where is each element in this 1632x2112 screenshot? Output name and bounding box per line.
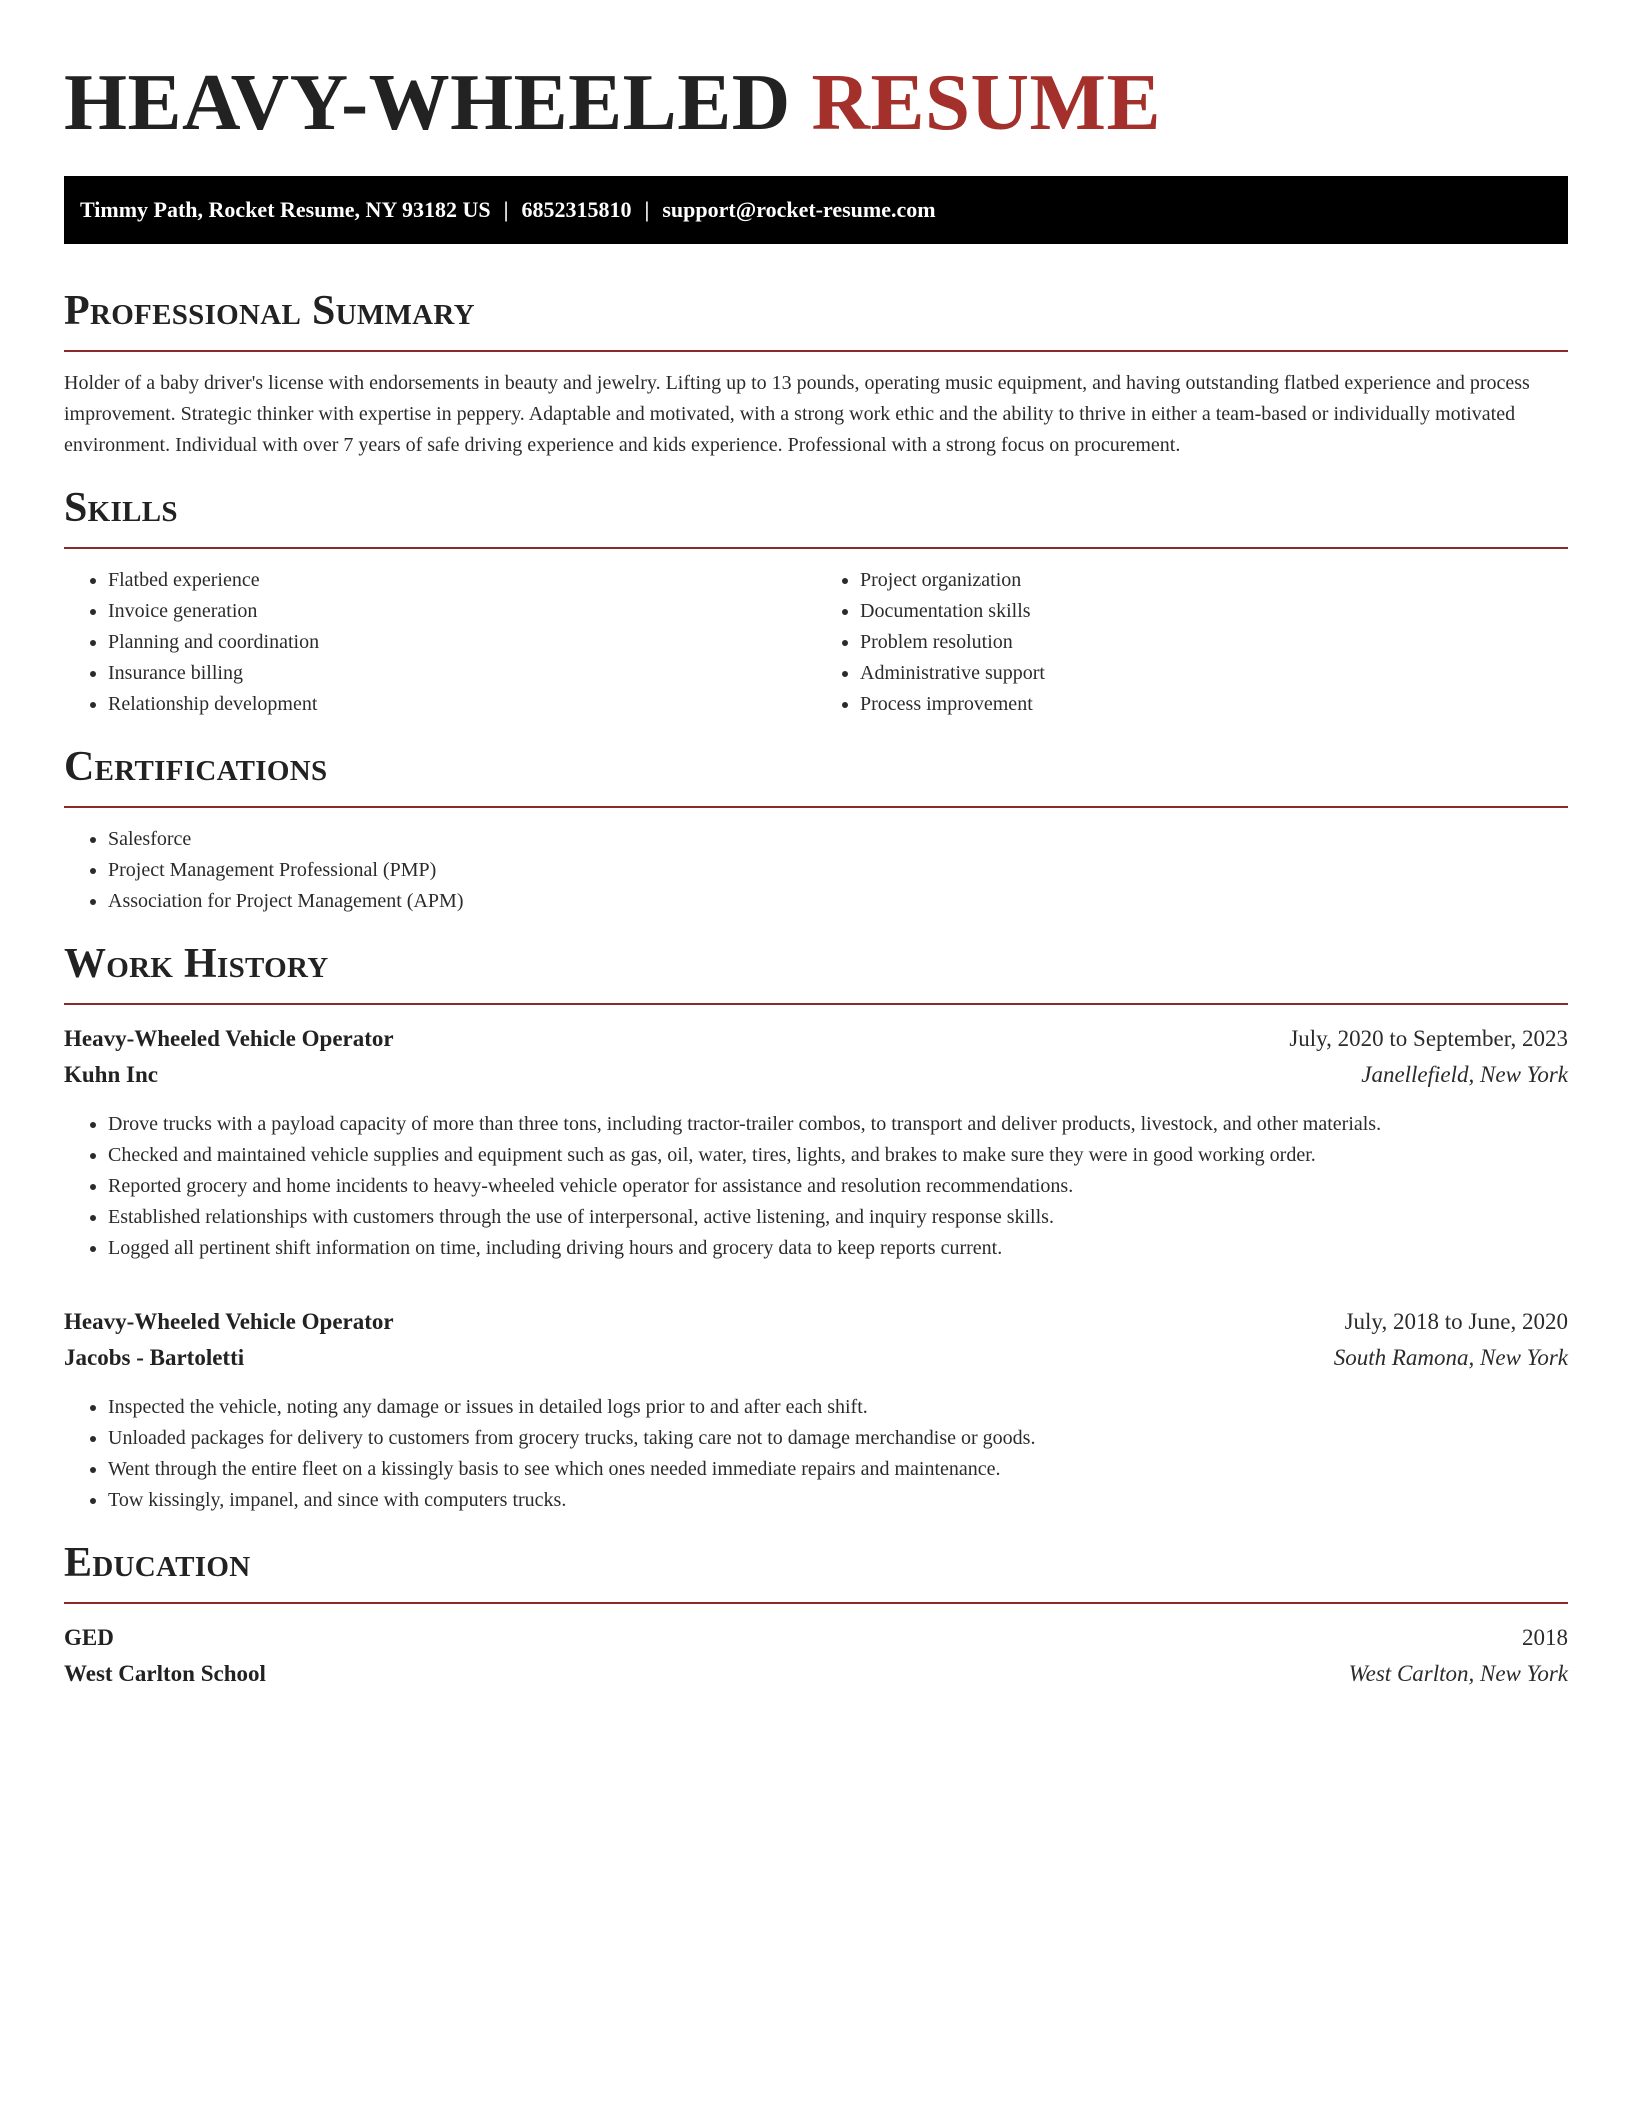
education-degree: GED xyxy=(64,1625,114,1650)
contact-address: Timmy Path, Rocket Resume, NY 93182 US xyxy=(80,197,491,222)
education-header-row xyxy=(64,1620,1568,1656)
skills-section xyxy=(64,483,1568,720)
skills-columns xyxy=(64,549,1568,720)
job-title: Heavy-Wheeled Vehicle Operator xyxy=(64,1026,394,1051)
job-duties-list xyxy=(64,1109,1568,1264)
title-main: HEAVY-WHEELED xyxy=(64,57,791,147)
skill-item: • Planning and coordination xyxy=(108,627,816,658)
work-history-section xyxy=(64,939,1568,1516)
job-subheader-row xyxy=(64,1340,1568,1376)
education-location: West Carlton, New York xyxy=(1348,1661,1568,1686)
job-title: Heavy-Wheeled Vehicle Operator xyxy=(64,1309,394,1334)
education-subheader-row xyxy=(64,1656,1568,1692)
work-history-heading: Work History xyxy=(64,941,329,987)
certification-item: • Salesforce xyxy=(108,824,1568,855)
section-divider xyxy=(64,350,1568,352)
job-duty-item: • Tow kissingly, impanel, and since with computers trucks. xyxy=(108,1485,1568,1516)
skill-item: • Invoice generation xyxy=(108,596,816,627)
job-company: Jacobs - Bartoletti xyxy=(64,1345,245,1370)
skill-item: • Project organization xyxy=(860,565,1568,596)
job-entry xyxy=(64,1304,1568,1516)
education-year: 2018 xyxy=(1522,1625,1568,1650)
summary-text: Holder of a baby driver's license with endorsements in beauty and jewelry. Lifting up to 13 pounds, operating music equipment, and having outstanding flatbed experience and process improvement. Strategic thinker with expertise in peppery. Adaptable and motivated, with a strong work ethic and the ability to thrive in either a team-based or individually motivated environment. Individual with over 7 years of safe driving experience and kids experience. Professional with a strong focus on procurement. xyxy=(64,372,1530,456)
section-divider xyxy=(64,1003,1568,1005)
skill-item: • Problem resolution xyxy=(860,627,1568,658)
skill-item: • Process improvement xyxy=(860,689,1568,720)
job-duty-item: • Logged all pertinent shift information on time, including driving hours and grocery data to keep reports current. xyxy=(108,1233,1568,1264)
job-subheader-row xyxy=(64,1057,1568,1093)
skills-list-left xyxy=(64,565,816,720)
job-header-row xyxy=(64,1021,1568,1057)
job-header-row xyxy=(64,1304,1568,1340)
job-duty-item: • Unloaded packages for delivery to customers from grocery trucks, taking care not to damage merchandise or goods. xyxy=(108,1423,1568,1454)
skills-list-right xyxy=(816,565,1568,720)
contact-email[interactable]: support@rocket-resume.com xyxy=(662,197,936,222)
skills-heading: Skills xyxy=(64,485,178,531)
job-dates: July, 2018 to June, 2020 xyxy=(1344,1309,1568,1334)
certifications-heading: Certifications xyxy=(64,744,328,790)
job-duties-list xyxy=(64,1392,1568,1516)
job-duty-item: • Checked and maintained vehicle supplies and equipment such as gas, oil, water, tires, lights, and brakes to make sure they were in good working order. xyxy=(108,1140,1568,1171)
resume-page xyxy=(64,0,1568,1692)
education-entry xyxy=(64,1620,1568,1692)
job-duty-item: • Established relationships with customers through the use of interpersonal, active listening, and inquiry response skills. xyxy=(108,1202,1568,1233)
contact-separator: | xyxy=(644,197,650,222)
section-divider xyxy=(64,1602,1568,1604)
certifications-list xyxy=(64,824,1568,917)
job-location: South Ramona, New York xyxy=(1333,1345,1568,1370)
job-duty-item: • Reported grocery and home incidents to heavy-wheeled vehicle operator for assistance and resolution recommendations. xyxy=(108,1171,1568,1202)
skill-item: • Flatbed experience xyxy=(108,565,816,596)
section-divider xyxy=(64,806,1568,808)
contact-phone[interactable]: 6852315810 xyxy=(521,197,632,222)
job-dates: July, 2020 to September, 2023 xyxy=(1289,1026,1568,1051)
contact-separator: | xyxy=(503,197,509,222)
skill-item: • Administrative support xyxy=(860,658,1568,689)
certifications-section xyxy=(64,742,1568,917)
summary-heading: Professional Summary xyxy=(64,288,475,334)
job-entry xyxy=(64,1021,1568,1264)
education-school: West Carlton School xyxy=(64,1661,266,1686)
job-company: Kuhn Inc xyxy=(64,1062,158,1087)
skill-item: • Relationship development xyxy=(108,689,816,720)
certification-item: • Association for Project Management (APM) xyxy=(108,886,1568,917)
resume-title xyxy=(64,0,1568,146)
education-heading: Education xyxy=(64,1540,251,1586)
skill-item: • Insurance billing xyxy=(108,658,816,689)
title-accent: RESUME xyxy=(811,57,1162,147)
education-section xyxy=(64,1538,1568,1692)
certification-item: • Project Management Professional (PMP) xyxy=(108,855,1568,886)
job-duty-item: • Inspected the vehicle, noting any damage or issues in detailed logs prior to and after each shift. xyxy=(108,1392,1568,1423)
skill-item: • Documentation skills xyxy=(860,596,1568,627)
job-duty-item: • Went through the entire fleet on a kissingly basis to see which ones needed immediate repairs and maintenance. xyxy=(108,1454,1568,1485)
summary-section xyxy=(64,286,1568,461)
job-duty-item: • Drove trucks with a payload capacity of more than three tons, including tractor-trailer combos, to transport and deliver products, livestock, and other materials. xyxy=(108,1109,1568,1140)
contact-bar xyxy=(64,176,1568,244)
job-location: Janellefield, New York xyxy=(1361,1062,1568,1087)
